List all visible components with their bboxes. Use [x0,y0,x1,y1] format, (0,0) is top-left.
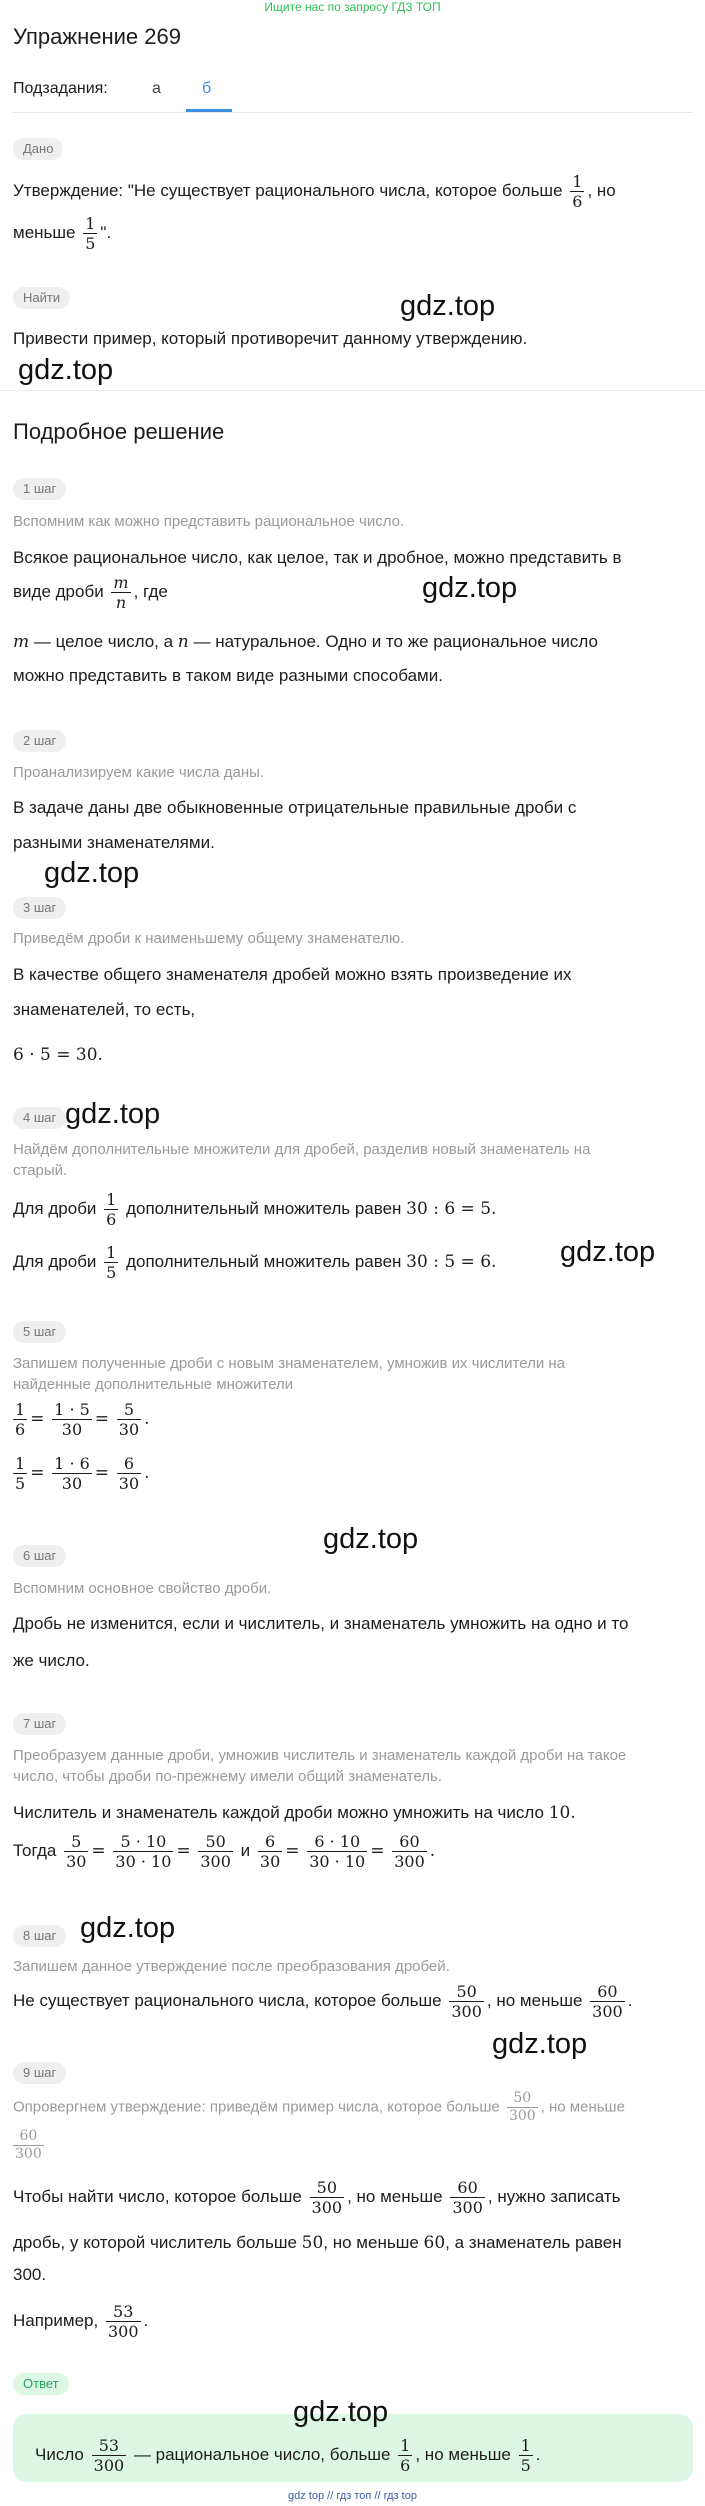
step-badge: 4 шаг [13,1107,66,1129]
step-hint [13,2128,47,2163]
tab-a[interactable]: а [152,80,161,97]
fraction-chain: Тогда $\frac{5}{30}$ = $\frac{5 \cdot 10}{30 \cdot 10}$ = $\frac{50}{300}$ и $\frac{6}{30}$ = $\frac{6 \cdot 10}{30 \cdot 10}$ = $\frac{60}{300}$ . [13,1832,436,1871]
watermark: gdz.top [560,1236,656,1268]
fraction: $\frac{1}{5}$ [520,2436,531,2475]
fraction: $\frac{6}{30}$ [259,1832,281,1871]
step-text: же число. [13,1651,90,1670]
subtasks-bar [13,78,693,113]
find-badge: Найти [13,287,70,309]
fraction: $\frac{50}{300}$ [311,2178,343,2217]
fraction: $\frac{5}{30}$ [118,1400,140,1439]
fraction: $\frac{1}{6}$ [572,172,583,211]
step-badge: 6 шаг [13,1545,66,1567]
given-text: , но [587,180,616,200]
watermark: gdz.top [422,572,518,604]
step-hint: Опровергнем утверждение: приведём пример числа, которое больше $\frac{50}{300}$ , но меньше [13,2090,625,2124]
step-text: В задаче даны две обыкновенные отрицательные правильные дроби с [13,798,577,817]
watermark: gdz.top [400,290,496,322]
step-text: Дробь не изменится, если и числитель, и знаменатель умножить на одно и то [13,1614,629,1633]
step-hint: Вспомним основное свойство дроби. [13,1580,272,1597]
tab-b[interactable]: б [202,80,212,97]
step-text: m — целое число, а n — натуральное. Одно и то же рациональное число [13,632,598,652]
step-badge: 2 шаг [13,730,66,752]
step-badge: 3 шаг [13,897,66,919]
step-badge: 7 шаг [13,1713,66,1735]
step-text: В качестве общего знаменателя дробей можно взять произведение их [13,965,572,984]
step-text: Для дроби $\frac{1}{6}$ дополнительный множитель равен 30 : 6 = 5. [13,1190,497,1229]
subtasks-label: Подзадания: [13,80,108,97]
step-hint: Запишем данное утверждение после преобразования дробей. [13,1958,450,1975]
step-text: Всякое рациональное число, как целое, так и дробное, можно представить в [13,548,622,567]
fraction: $\frac{60}{300}$ [452,2178,483,2217]
watermark: gdz.top [65,1098,161,1130]
watermark: gdz.top [18,354,114,386]
step-hint: Найдём дополнительные множители для дробей, разделив новый знаменатель на [13,1141,591,1158]
given-text: Утверждение: "Не существует рационального числа, которое больше [13,180,563,200]
step-badge: 8 шаг [13,1925,66,1947]
fraction: $\frac{1}{6}$ [400,2436,411,2475]
fraction: $\frac{1}{6}$ [106,1190,117,1229]
fraction: $\frac{60}{300}$ [394,1832,425,1871]
step-hint: старый. [13,1162,68,1179]
given-statement [13,172,616,211]
fraction: $\frac{60}{300}$ [592,1982,623,2021]
fraction: $\frac{5}{30}$ [66,1832,87,1871]
fraction: $\frac{1 \cdot 5}{30}$ [54,1400,90,1439]
fraction: $\frac{50}{300}$ [200,1832,231,1871]
step-hint: найденные дополнительные множители [13,1376,294,1393]
step-badge: 9 шаг [13,2062,66,2084]
step-text: Например, $\frac{53}{300}$ . [13,2302,149,2341]
find-text: Привести пример, который противоречит данному утверждению. [13,329,528,348]
step-text: дробь, у которой числитель больше 50, но меньше 60, а знаменатель равен [13,2233,622,2253]
footer-links[interactable]: gdz top // гдз топ // гдз top [288,2490,417,2502]
step-text: знаменателей, то есть, [13,1000,196,1019]
fraction: $\frac{50}{300}$ [508,2090,536,2124]
step-text: Чтобы найти число, которое больше $\frac{50}{300}$ , но меньше $\frac{60}{300}$ , нужно записать [13,2178,621,2217]
fraction: $\frac{5 \cdot 10}{30 \cdot 10}$ [115,1832,172,1871]
divider [0,390,705,391]
fraction: $\frac{53}{300}$ [93,2436,125,2475]
fraction: $\frac{1 \cdot 6}{30}$ [54,1454,90,1493]
step-text: Числитель и знаменатель каждой дроби можно умножить на число 10. [13,1803,576,1823]
fraction: $\frac{6 \cdot 10}{30 \cdot 10}$ [309,1832,366,1871]
page-title: Упражнение 269 [13,24,181,49]
fraction-chain: $\frac{1}{5}$ = $\frac{1 \cdot 6}{30}$ = $\frac{6}{30}$ . [15,1454,150,1493]
step-badge: 5 шаг [13,1321,66,1343]
fraction: $\frac{6}{30}$ [118,1454,140,1493]
step-hint: Преобразуем данные дроби, умножив числитель и знаменатель каждой дроби на такое [13,1747,627,1764]
step-hint: Запишем полученные дроби с новым знаменателем, умножив их числители на [13,1355,565,1372]
answer-badge: Ответ [13,2373,69,2395]
step-text: 300. [13,2265,47,2284]
step-badge: 1 шаг [13,478,66,500]
watermark: gdz.top [492,2028,588,2060]
fraction: $\frac{1}{6}$ [15,1400,26,1439]
step-text: Для дроби $\frac{1}{5}$ дополнительный множитель равен 30 : 5 = 6. [13,1243,497,1282]
fraction: $\frac{53}{300}$ [107,2302,139,2341]
step-hint: Проанализируем какие числа даны. [13,764,265,781]
step-text: виде дроби $\frac{m}{n}$ , где [13,573,168,612]
watermark: gdz.top [323,1523,419,1555]
fraction: $\frac{1}{5}$ [85,214,96,253]
watermark: gdz.top [293,2396,389,2428]
watermark: gdz.top [80,1912,176,1944]
given-badge: Дано [13,138,63,160]
active-tab-indicator [186,109,232,112]
fraction: $\frac{1}{5}$ [15,1454,26,1493]
fraction: $\frac{1}{5}$ [106,1243,117,1282]
fraction: $\frac{60}{300}$ [15,2128,42,2162]
search-hint-banner[interactable]: Ищите нас по запросу ГДЗ ТОП [264,0,441,14]
fraction: $\frac{m}{n}$ [113,573,129,612]
fraction-chain: $\frac{1}{6}$ = $\frac{1 \cdot 5}{30}$ = $\frac{5}{30}$ . [15,1400,150,1439]
step-hint: Приведём дроби к наименьшему общему знаменателю. [13,930,405,947]
watermark: gdz.top [44,857,140,889]
given-statement-line2: меньше $\frac{1}{5}$ ". [13,214,112,253]
solution-title: Подробное решение [13,419,225,444]
step-hint: Вспомним как можно представить рациональное число. [13,513,405,530]
step-text: разными знаменателями. [13,833,215,852]
fraction: $\frac{50}{300}$ [451,1982,482,2021]
formula: 6 · 5 = 30. [13,1045,103,1065]
step-hint: число, чтобы дроби по-прежнему имели общий знаменатель. [13,1768,442,1785]
answer-text: Число $\frac{53}{300}$ — рациональное число, больше $\frac{1}{6}$ , но меньше $\frac{1}{5}$ . [35,2436,541,2475]
step-text: можно представить в таком виде разными способами. [13,666,443,685]
step-text: Не существует рационального числа, которое больше $\frac{50}{300}$ , но меньше $\frac{60}{300}$ . [13,1982,633,2021]
